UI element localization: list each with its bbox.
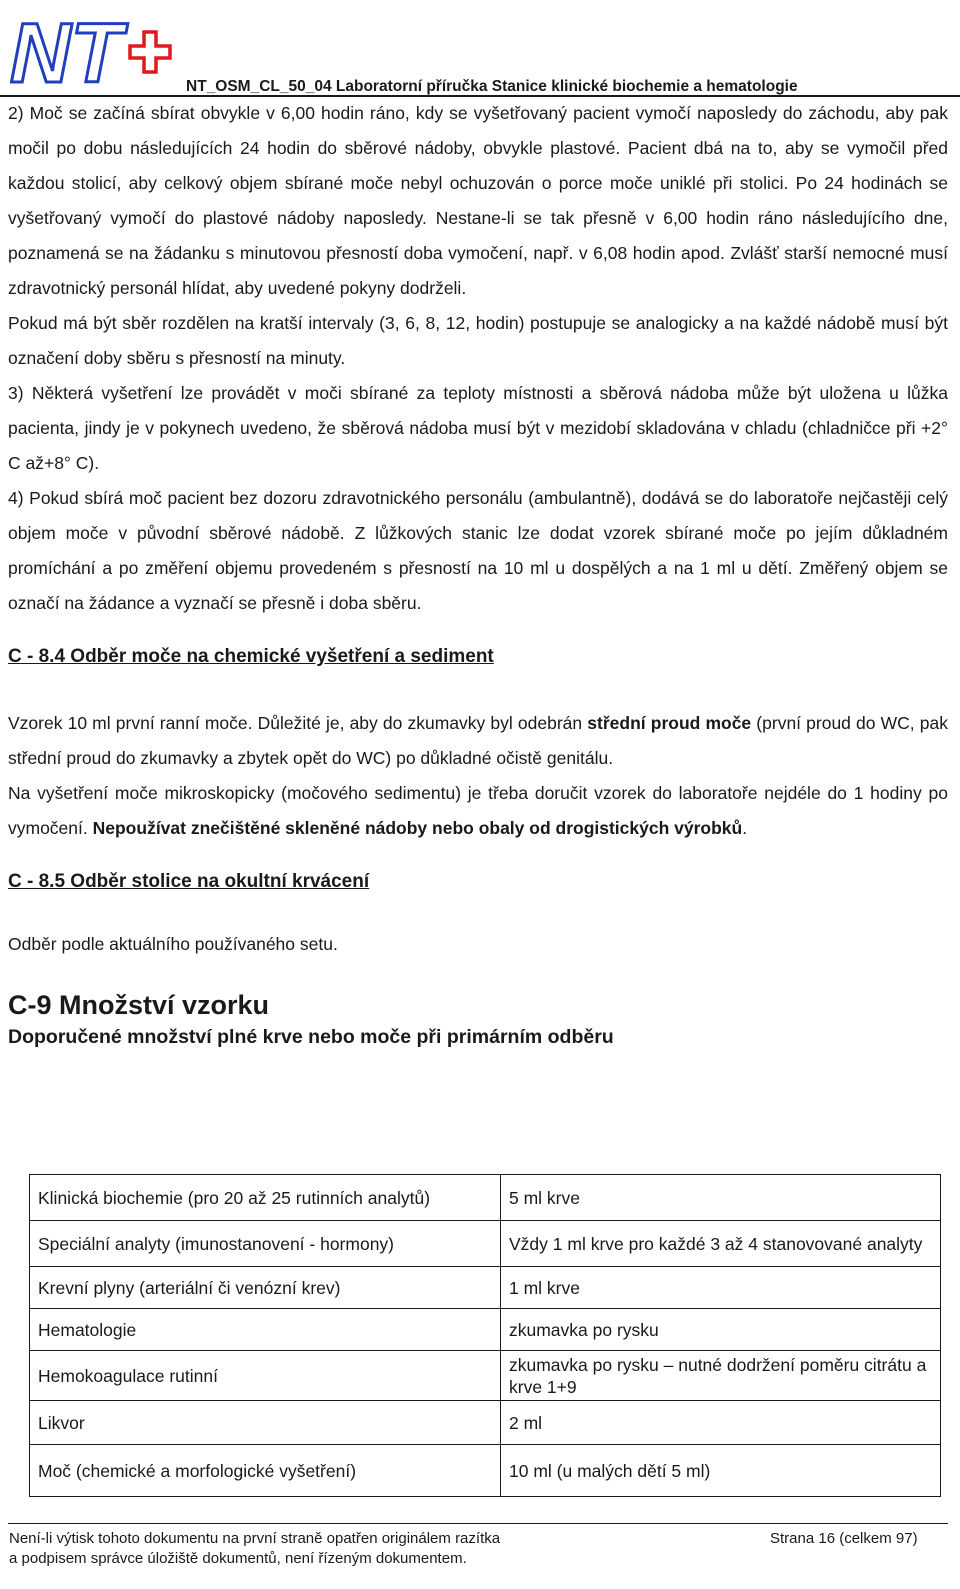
bold-text-run: Nepoužívat znečištěné skleněné nádoby nebo obaly od drogistických výrobků (92, 818, 743, 838)
page-number: Strana 16 (celkem 97) (770, 1530, 918, 1547)
table-cell-analysis: Hematologie (30, 1309, 501, 1351)
document-body (8, 96, 948, 1051)
table-cell-analysis: Speciální analyty (imunostanovení - hormony) (30, 1221, 501, 1267)
footer-disclaimer-line: a podpisem správce úložiště dokumentů, není řízeným dokumentem. (9, 1550, 467, 1567)
footer-disclaimer-line: Není-li výtisk tohoto dokumentu na první straně opatřen originálem razítka (9, 1530, 501, 1547)
table-row (30, 1309, 941, 1351)
table-cell-amount: 1 ml krve (501, 1267, 941, 1309)
table-cell-amount: 2 ml (501, 1401, 941, 1445)
text-run: . (742, 818, 748, 838)
section-heading-8-5: C - 8.5 Odběr stolice na okultní krvácení (8, 871, 370, 892)
table-row (30, 1401, 941, 1445)
section-subheading-9: Doporučené množství plné krve nebo moče při primárním odběru (8, 1026, 614, 1048)
table-cell-analysis: Krevní plyny (arteriální či venózní krev) (30, 1267, 501, 1309)
table-row (30, 1351, 941, 1401)
table-cell-amount: 10 ml (u malých dětí 5 ml) (501, 1445, 941, 1497)
table-cell-analysis: Moč (chemické a morfologické vyšetření) (30, 1445, 501, 1497)
paragraph-urine-collection: 2) Moč se začíná sbírat obvykle v 6,00 hodin ráno, kdy se vyšetřovaný pacient vymočí naposledy do záchodu, aby pak močil po dobu následujících 24 hodin do sběrové nádoby, obvykle plastové. Pacient dbá na to, aby se vymočil před každou stolicí, aby celkový objem sbírané moče nebyl ochuzován o porce moče uniklé při stolici. Po 24 hodinách se vyšetřovaný vymočí do plastové nádoby naposledy. Nestane-li se tak přesně v 6,00 hodin ráno následujícího dne, poznamená se na žádanku s minutovou přesností doba vymočení, např. v 6,08 hodin apod. Zvlášť starší nemocné musí zdravotnický personál hlídat, aby uvedené pokyny dodrželi. (8, 103, 948, 298)
table-cell-amount: zkumavka po rysku – nutné dodržení poměru citrátu a krve 1+9 (501, 1351, 941, 1401)
paragraph-stool: Odběr podle aktuálního používaného setu. (8, 934, 338, 954)
text-run: (první proud do WC, pak střední proud do zkumavky a zbytek opět do WC) po důkladné očistě genitálu. (8, 713, 948, 768)
svg-text:NT: NT (10, 6, 122, 88)
table-row (30, 1267, 941, 1309)
document-code: NT_OSM_CL_50_04 Laboratorní příručka Stanice klinické biochemie a hematologie (186, 78, 798, 95)
paragraph-urine-sample (8, 706, 948, 776)
footer-rule (8, 1523, 948, 1524)
section-heading-8-4: C - 8.4 Odběr moče na chemické vyšetření a sediment (8, 646, 494, 667)
table-cell-amount: Vždy 1 ml krve pro každé 3 až 4 stanovované analyty (501, 1221, 941, 1267)
sample-quantity-table (29, 1174, 941, 1497)
page-header (0, 0, 960, 96)
table-row (30, 1175, 941, 1221)
footer-disclaimer (9, 1529, 500, 1569)
text-run: Vzorek 10 ml první ranní moče. Důležité je, aby do zkumavky byl odebrán (8, 713, 588, 733)
table-cell-analysis: Likvor (30, 1401, 501, 1445)
table-cell-amount: zkumavka po rysku (501, 1309, 941, 1351)
bold-text-run: střední proud moče (587, 713, 752, 733)
paragraph-sediment (8, 776, 948, 846)
section-heading-9: C-9 Množství vzorku (8, 990, 270, 1020)
table-row (30, 1221, 941, 1267)
text-run: Na vyšetření moče mikroskopicky (močového sedimentu) je třeba doručit vzorek do laboratoře nejdéle do 1 hodiny po vymočení. (8, 783, 948, 838)
company-logo (10, 6, 190, 88)
paragraph-intervals: Pokud má být sběr rozdělen na kratší intervaly (3, 6, 8, 12, hodin) postupuje se analogicky a na každé nádobě musí být označení doby sběru s přesností na minuty. (8, 313, 948, 368)
paragraph-storage: 3) Některá vyšetření lze provádět v moči sbírané za teploty místnosti a sběrová nádoba může být uložena u lůžka pacienta, jindy je v pokynech uvedeno, že sběrová nádoba musí být v mezidobí skladována v chladu (chladničce při +2° C až+8° C). (8, 383, 948, 473)
table-row (30, 1445, 941, 1497)
table-cell-analysis: Hemokoagulace rutinní (30, 1351, 501, 1401)
paragraph-delivery: 4) Pokud sbírá moč pacient bez dozoru zdravotnického personálu (ambulantně), dodává se do laboratoře nejčastěji celý objem moče v původní sběrové nádobě. Z lůžkových stanic lze dodat vzorek sbírané moče po jejím důkladném promíchání a po změření objemu provedeném s přesností na 10 ml u dospělých a na 1 ml u dětí. Změřený objem se označí na žádance a vyznačí se přesně i doba sběru. (8, 488, 948, 613)
table-cell-amount: 5 ml krve (501, 1175, 941, 1221)
table-cell-analysis: Klinická biochemie (pro 20 až 25 rutinních analytů) (30, 1175, 501, 1221)
